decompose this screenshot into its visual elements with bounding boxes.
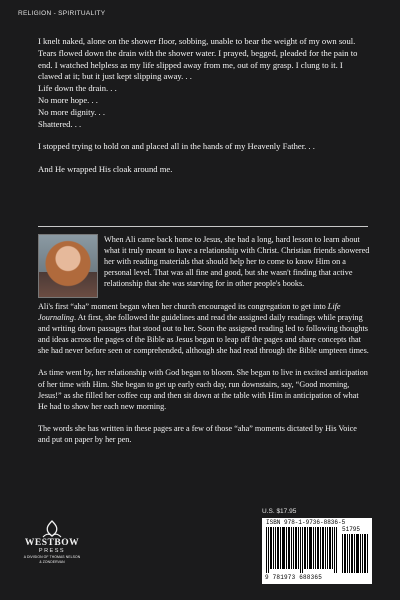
- bio-intro-paragraph: When Ali came back home to Jesus, she had a long, hard lesson to learn about what it truly meant to have a relationship with Christ. Christian friends showered her with reading materials that should help her to come to know Him on a personal level. That was all fine and good, but she wasn't finding that active relationship that she was starving for in other people's books.: [104, 235, 370, 289]
- price-code-number: 51795: [342, 526, 361, 533]
- quote-line: No more dignity. . .: [38, 106, 105, 117]
- barcode: [262, 518, 372, 584]
- ean-barcode-bars: [266, 527, 338, 573]
- quote-line: Shattered. . .: [38, 118, 82, 129]
- quote-line: No more hope. . .: [38, 94, 98, 105]
- westbow-flame-icon: [37, 520, 67, 538]
- price-addon-bars: [342, 534, 368, 573]
- quote-line: I stopped trying to hold on and placed all in the hands of my Heavenly Father. . .: [38, 141, 315, 152]
- price-label: U.S. $17.95: [262, 508, 297, 515]
- publisher-division: A DIVISION OF THOMAS NELSON: [23, 555, 81, 559]
- publisher-name: WESTBOW: [24, 538, 80, 548]
- genre-label: RELIGION - SPIRITUALITY: [18, 10, 106, 17]
- bio-paragraph: The words she has written in these pages are a few of those “aha” moments dictated by His Voice and put on paper by her pen.: [38, 423, 357, 444]
- book-title-life-journaling: Life Journaling: [38, 302, 341, 323]
- bio-paragraph: As time went by, her relationship with God began to bloom. She began to live in excited anticipation of her time with Him. She began to get up early each day, run downstairs, say, “Good morning, Jesus!” as she filled her coffee cup and then sit down at the table with Him in anticipation of what He had to show her each new morning.: [38, 368, 368, 411]
- publisher-division: & ZONDERVAN: [39, 559, 65, 564]
- quote-line: And He wrapped His cloak around me.: [38, 164, 173, 175]
- bio-paragraph: Ali's first “aha” moment began when her church encouraged its congregation to get into Life Journaling. At first, she followed the guidelines and read the assigned daily readings while praying and writing down passages that stood out to her. Soon the assigned reading led to following thoughts and ideas across the pages of the Bible as Jesus began to leap off the pages and share concepts that she had never before seen or comprehended, although she had read through the Bible umpteen times.: [38, 302, 369, 356]
- bio-body: [38, 301, 370, 456]
- isbn-text: ISBN 978-1-9736-8836-5: [266, 519, 346, 526]
- quote-line: Life down the drain. . .: [38, 83, 117, 94]
- author-photo: [38, 234, 98, 298]
- publisher-press: PRESS: [38, 548, 66, 554]
- section-divider: [38, 226, 368, 227]
- opening-quote: [38, 36, 368, 176]
- publisher-logo: [12, 520, 92, 564]
- ean-number: 9 781973 688365: [265, 574, 323, 581]
- quote-paragraph: I knelt naked, alone on the shower floor, sobbing, unable to bear the weight of my own soul. Tears flowed down the drain with the shower water. I prayed, begged, pleaded for the pain to end. I watched helpless as my life slipped away from me, out of my grasp. I clung to it. I clawed at it; but it just kept slipping away. . .: [38, 36, 358, 82]
